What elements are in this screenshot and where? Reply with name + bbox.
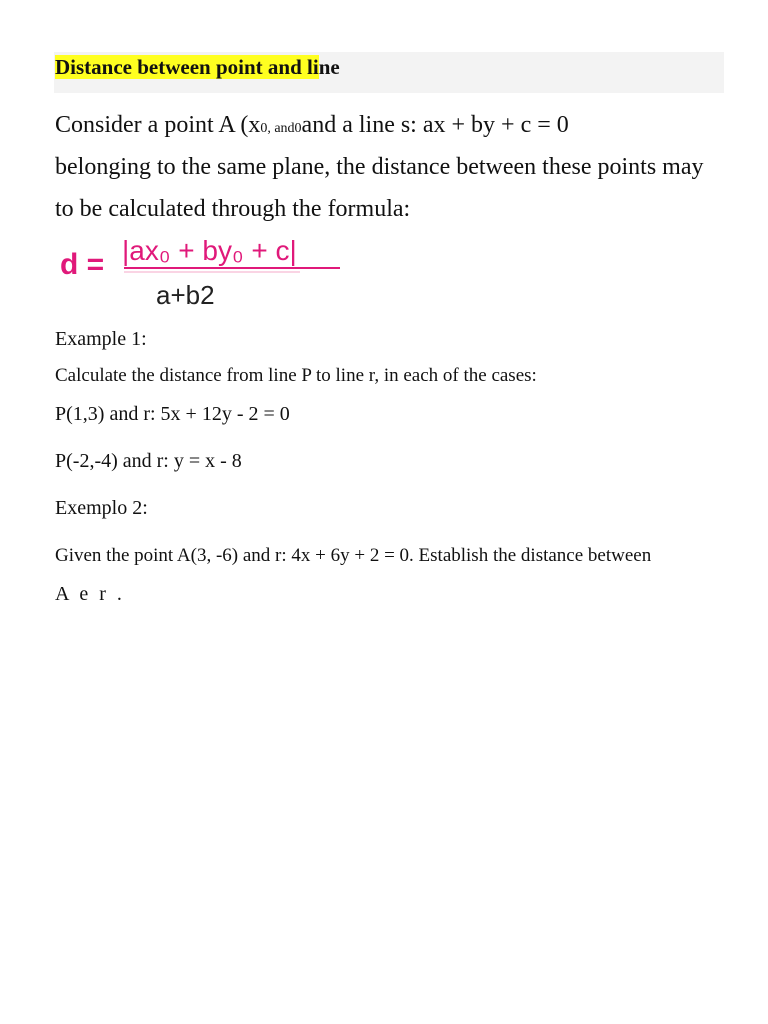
example-2-title: Exemplo 2: <box>55 497 148 519</box>
intro-line-1-end: and a line s: ax + by + c = 0 <box>301 112 569 138</box>
heading-highlighted-text: Distance between point and li <box>55 55 319 79</box>
example-1-prompt: Calculate the distance from line P to line r, in each of the cases: <box>55 365 537 386</box>
intro-line-1-start: Consider a point A (x <box>55 112 261 138</box>
example-2-prompt: Given the point A(3, -6) and r: 4x + 6y + 2 = 0. Establish the distance between <box>55 545 652 566</box>
intro-line-2: belonging to the same plane, the distance between these points may <box>55 154 704 180</box>
intro-line-1-subscript: 0, and0 <box>260 121 302 136</box>
heading-rest-text: ne <box>318 55 340 79</box>
example-1-title: Example 1: <box>55 328 147 350</box>
formula-denominator: a+b2 <box>156 280 215 310</box>
distance-formula-image <box>56 232 356 314</box>
intro-line-3: to be calculated through the formula: <box>55 196 411 222</box>
example-1-case-2: P(-2,-4) and r: y = x - 8 <box>55 450 242 472</box>
example-1-case-1: P(1,3) and r: 5x + 12y - 2 = 0 <box>55 403 290 425</box>
intro-line-1 <box>55 110 569 144</box>
formula-lhs: d = <box>60 248 105 281</box>
example-2-tail: A e r . <box>55 583 125 605</box>
formula-numerator: |ax₀ + by₀ + c| <box>122 235 297 266</box>
section-heading <box>55 54 340 80</box>
